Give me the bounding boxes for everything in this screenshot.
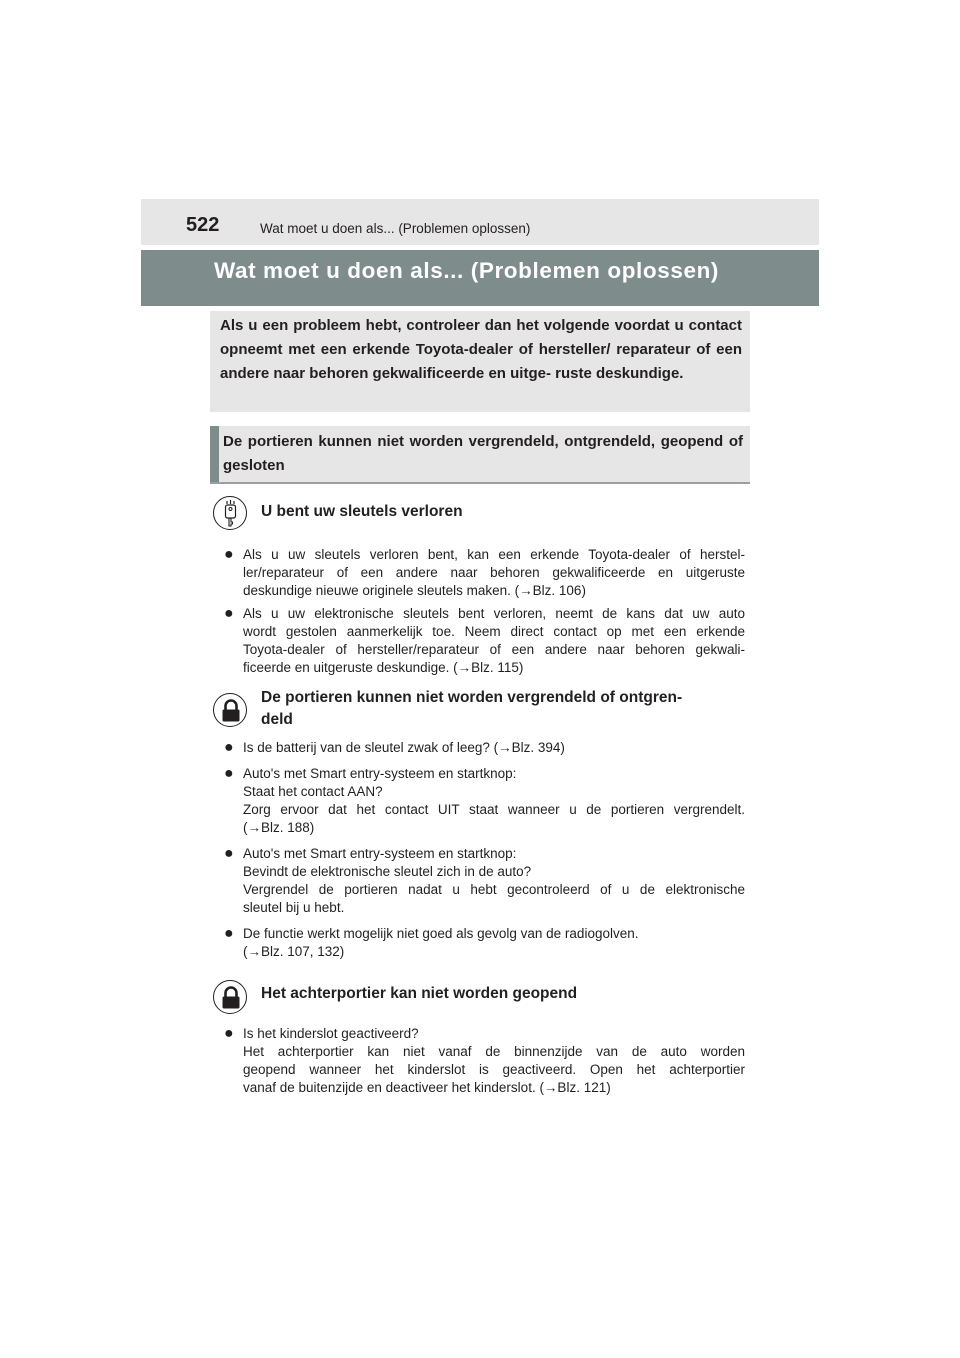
- key-icon: [213, 496, 247, 530]
- bullet-marker: ●: [224, 739, 234, 756]
- list-item: Als u uw sleutels verloren bent, kan een erkende Toyota-dealer of herstel- ler/reparateur of een andere naar behoren gekwalificeerde en uitgeruste deskundige nieuwe originele sleutels maken. (→Blz. 106): [243, 547, 745, 598]
- page-title: Wat moet u doen als... (Problemen oplossen): [214, 258, 720, 283]
- bullet-marker: ●: [224, 605, 234, 622]
- intro-text: Als u een probleem hebt, controleer dan het volgende voordat u contact opneemt met een erkende Toyota-dealer of hersteller/ reparateur of een andere naar behoren gekwalificeerde en uitge- ruste deskundige.: [220, 317, 742, 382]
- section-accent-bar: [210, 426, 219, 482]
- list-item: Is het kinderslot geactiveerd? Het achterportier kan niet vanaf de binnenzijde van de auto worden geopend wanneer het kinderslot is geactiveerd. Open het achterportier vanaf de buitenzijde en deactiveer het kinderslot. (→Blz. 121): [243, 1026, 745, 1095]
- topic-heading: Het achterportier kan niet worden geopend: [261, 985, 578, 1002]
- bullet-marker: ●: [224, 925, 234, 942]
- list-item: Auto's met Smart entry-systeem en startknop: Bevindt de elektronische sleutel zich in de auto? Vergrendel de portieren nadat u hebt gecontroleerd of u de elektronische sleutel bij u hebt.: [243, 846, 745, 915]
- topic-heading: U bent uw sleutels verloren: [261, 503, 463, 520]
- topic-heading: De portieren kunnen niet worden vergrendeld of ontgren- deld: [261, 689, 683, 728]
- section-heading: De portieren kunnen niet worden vergrendeld, ontgrendeld, geopend of gesloten: [223, 433, 743, 474]
- bullet-marker: ●: [224, 765, 234, 782]
- list-item: Auto's met Smart entry-systeem en startknop: Staat het contact AAN? Zorg ervoor dat het contact UIT staat wanneer u de portieren vergrendelt. (→Blz. 188): [243, 766, 745, 835]
- page-number: 522: [186, 214, 220, 236]
- bullet-marker: ●: [224, 1025, 234, 1042]
- running-header: Wat moet u doen als... (Problemen oplossen): [260, 221, 531, 236]
- lock-icon: [213, 693, 247, 727]
- lock-icon: [213, 980, 247, 1014]
- bullet-marker: ●: [224, 546, 234, 563]
- list-item: De functie werkt mogelijk niet goed als gevolg van de radiogolven. (→Blz. 107, 132): [243, 926, 639, 959]
- list-item: Is de batterij van de sleutel zwak of leeg? (→Blz. 394): [243, 740, 565, 755]
- bullet-marker: ●: [224, 845, 234, 862]
- list-item: Als u uw elektronische sleutels bent verloren, neemt de kans dat uw auto wordt gestolen aanmerkelijk toe. Neem direct contact op met een erkende Toyota-dealer of hersteller/reparateur of een andere naar behoren gekwali- ficeerde en uitgeruste deskundige. (→Blz. 115): [243, 606, 745, 675]
